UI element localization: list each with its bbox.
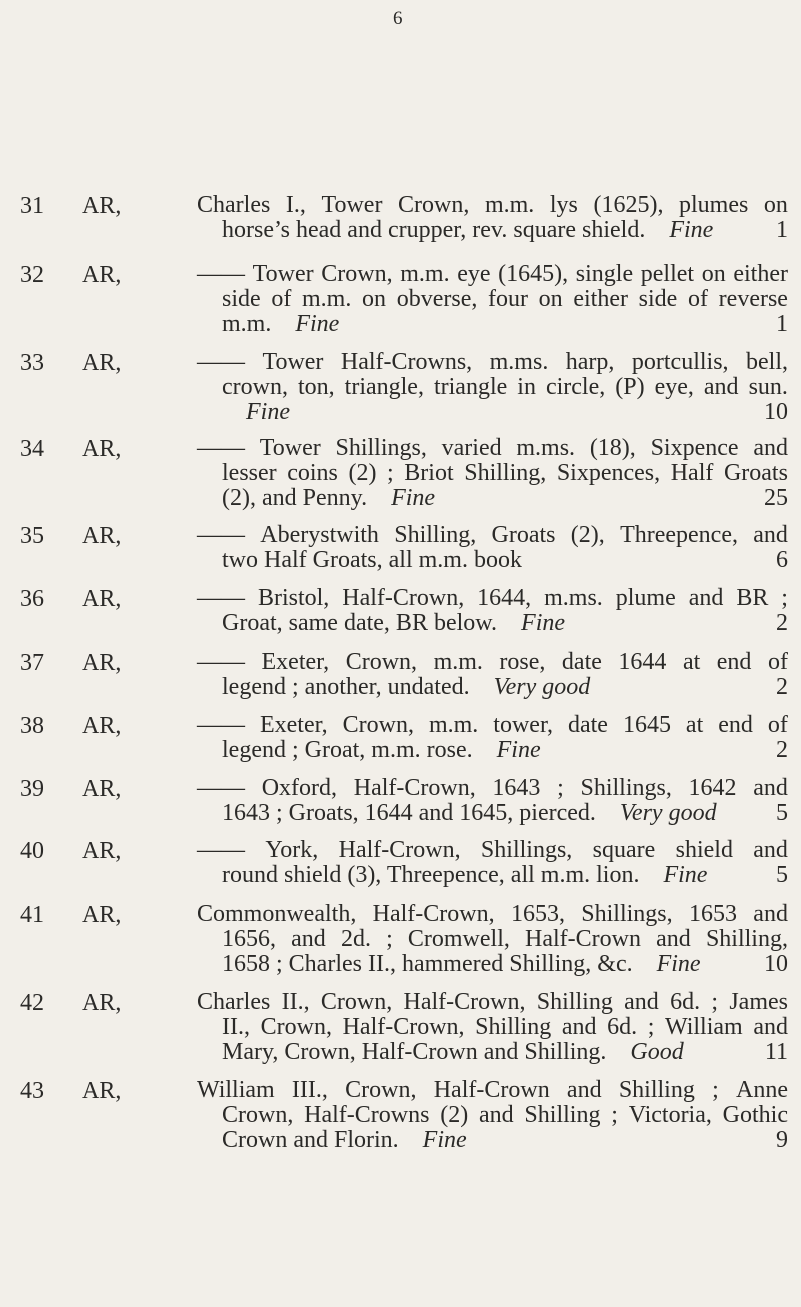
lot-number: 37 xyxy=(20,650,44,676)
lot-description xyxy=(197,261,788,337)
description-line: Charles II., Crown, Half-Crown, Shilling and 6d. ; James xyxy=(197,989,788,1015)
lot-number: 34 xyxy=(20,436,44,462)
description-line: —— Oxford, Half-Crown, 1643 ; Shillings, 1642 and xyxy=(197,775,788,801)
description-line xyxy=(222,952,788,977)
lot-description xyxy=(197,989,788,1065)
description-line: William III., Crown, Half-Crown and Shilling ; Anne xyxy=(197,1077,788,1103)
description-line xyxy=(222,863,788,888)
lot-description xyxy=(197,1077,788,1153)
description-line: II., Crown, Half-Crown, Shilling and 6d. ; William and xyxy=(222,1014,788,1040)
quantity: 11 xyxy=(764,1039,788,1065)
description-text: two Half Groats, all m.m. book xyxy=(222,547,522,573)
metal-code: AR, xyxy=(82,650,122,676)
quantity: 2 xyxy=(776,610,788,636)
description-line xyxy=(222,312,788,337)
metal-code: AR, xyxy=(82,713,122,739)
lot-description xyxy=(197,649,788,700)
description-line xyxy=(222,801,788,826)
lot-number: 36 xyxy=(20,586,44,612)
description-line: side of m.m. on obverse, four on either side of reverse xyxy=(222,286,788,312)
lot-number: 42 xyxy=(20,990,44,1016)
lot-description xyxy=(197,712,788,763)
lot-description xyxy=(197,435,788,511)
description-line xyxy=(222,1128,788,1153)
lot-number: 33 xyxy=(20,350,44,376)
lot-description xyxy=(197,192,788,243)
description-text: (2), and Penny. xyxy=(222,485,368,511)
condition-grade: Very good xyxy=(595,800,717,826)
lot-description xyxy=(197,775,788,826)
description-line xyxy=(222,675,788,700)
condition-grade: Fine xyxy=(367,485,436,511)
lot-description xyxy=(197,837,788,888)
quantity: 25 xyxy=(764,485,788,511)
metal-code: AR, xyxy=(82,1078,122,1104)
metal-code: AR, xyxy=(82,523,122,549)
description-line xyxy=(222,1040,788,1065)
metal-code: AR, xyxy=(82,990,122,1016)
lot-number: 35 xyxy=(20,523,44,549)
description-line: —— York, Half-Crown, Shillings, square shield and xyxy=(197,837,788,863)
metal-code: AR, xyxy=(82,350,122,376)
quantity: 9 xyxy=(776,1127,788,1153)
description-line: Commonwealth, Half-Crown, 1653, Shillings, 1653 and xyxy=(197,901,788,927)
quantity: 1 xyxy=(776,217,788,243)
condition-grade: Fine xyxy=(497,610,566,636)
metal-code: AR, xyxy=(82,838,122,864)
condition-grade: Fine xyxy=(639,862,708,888)
description-line: crown, ton, triangle, triangle in circle, (P) eye, and sun. xyxy=(222,374,788,400)
description-text: m.m. xyxy=(222,311,272,337)
lot-number: 41 xyxy=(20,902,44,928)
lot-number: 39 xyxy=(20,776,44,802)
description-text: Crown and Florin. xyxy=(222,1127,399,1153)
description-line: —— Exeter, Crown, m.m. rose, date 1644 at end of xyxy=(197,649,788,675)
condition-grade: Fine xyxy=(398,1127,467,1153)
description-line xyxy=(222,218,788,243)
quantity: 5 xyxy=(776,862,788,888)
description-line: lesser coins (2) ; Briot Shilling, Sixpences, Half Groats xyxy=(222,460,788,486)
description-text: Mary, Crown, Half-Crown and Shilling. xyxy=(222,1039,607,1065)
description-line xyxy=(222,400,788,425)
quantity: 5 xyxy=(776,800,788,826)
description-line: Charles I., Tower Crown, m.m. lys (1625), plumes on xyxy=(197,192,788,218)
description-line xyxy=(222,486,788,511)
lot-description xyxy=(197,522,788,573)
lot-description xyxy=(197,585,788,636)
description-line: —— Tower Crown, m.m. eye (1645), single pellet on either xyxy=(197,261,788,287)
description-line: —— Tower Shillings, varied m.ms. (18), Sixpence and xyxy=(197,435,788,461)
condition-grade: Good xyxy=(606,1039,684,1065)
description-line xyxy=(222,548,788,573)
quantity: 1 xyxy=(776,311,788,337)
lot-number: 43 xyxy=(20,1078,44,1104)
lot-number: 32 xyxy=(20,262,44,288)
description-line: —— Tower Half-Crowns, m.ms. harp, portcullis, bell, xyxy=(197,349,788,375)
description-line: —— Exeter, Crown, m.m. tower, date 1645 at end of xyxy=(197,712,788,738)
description-line xyxy=(222,611,788,636)
description-text: 1658 ; Charles II., hammered Shilling, &c. xyxy=(222,951,633,977)
quantity: 10 xyxy=(764,399,788,425)
description-text: 1643 ; Groats, 1644 and 1645, pierced. xyxy=(222,800,596,826)
metal-code: AR, xyxy=(82,436,122,462)
condition-grade: Fine xyxy=(222,399,290,425)
metal-code: AR, xyxy=(82,586,122,612)
description-line: Crown, Half-Crowns (2) and Shilling ; Victoria, Gothic xyxy=(222,1102,788,1128)
lot-number: 38 xyxy=(20,713,44,739)
lot-description xyxy=(197,349,788,425)
condition-grade: Fine xyxy=(472,737,541,763)
description-text: round shield (3), Threepence, all m.m. lion. xyxy=(222,862,640,888)
page-number: 6 xyxy=(393,8,404,29)
description-text: horse’s head and crupper, rev. square shield. xyxy=(222,217,646,243)
description-line: —— Aberystwith Shilling, Groats (2), Threepence, and xyxy=(197,522,788,548)
description-line: 1656, and 2d. ; Cromwell, Half-Crown and Shilling, xyxy=(222,926,788,952)
condition-grade: Fine xyxy=(632,951,701,977)
quantity: 2 xyxy=(776,737,788,763)
lot-number: 40 xyxy=(20,838,44,864)
quantity: 6 xyxy=(776,547,788,573)
condition-grade: Fine xyxy=(645,217,714,243)
description-line xyxy=(222,738,788,763)
metal-code: AR, xyxy=(82,262,122,288)
metal-code: AR, xyxy=(82,776,122,802)
quantity: 10 xyxy=(764,951,788,977)
lot-description xyxy=(197,901,788,977)
description-line: —— Bristol, Half-Crown, 1644, m.ms. plume and BR ; xyxy=(197,585,788,611)
description-text: legend ; another, undated. xyxy=(222,674,470,700)
metal-code: AR, xyxy=(82,193,122,219)
description-text: Groat, same date, BR below. xyxy=(222,610,498,636)
metal-code: AR, xyxy=(82,902,122,928)
condition-grade: Very good xyxy=(469,674,591,700)
condition-grade: Fine xyxy=(271,311,340,337)
lot-number: 31 xyxy=(20,193,44,219)
description-text: legend ; Groat, m.m. rose. xyxy=(222,737,473,763)
quantity: 2 xyxy=(776,674,788,700)
